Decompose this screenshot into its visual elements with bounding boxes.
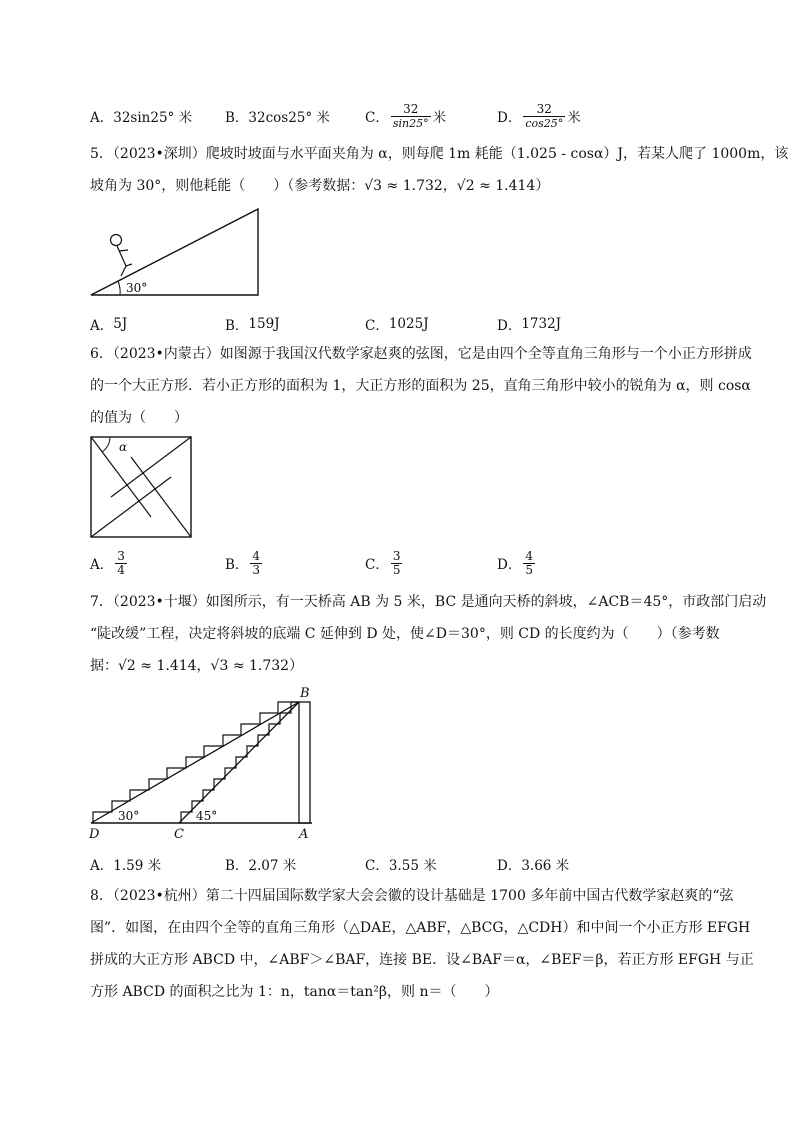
q8-stem-line3: 拼成的大正方形 ABCD 中，∠ABF＞∠BAF，连接 BE．设∠BAF＝α，∠BEF＝β，若正方形 EFGH 与正	[90, 952, 754, 968]
slope-bc	[179, 702, 299, 823]
fraction-denominator: sin25°	[392, 116, 429, 130]
option-text: 2.07 米	[248, 858, 297, 874]
option-text: 3.55 米	[388, 858, 437, 874]
fraction-denominator: 5	[392, 562, 401, 577]
q4-option-c[interactable]	[365, 98, 446, 134]
q7-option-c[interactable]	[365, 846, 437, 882]
option-unit: 米	[432, 110, 447, 126]
q4-option-b[interactable]	[225, 98, 330, 134]
option-unit: 米	[567, 110, 581, 126]
climber-leg-back	[121, 266, 126, 276]
option-text: 1025J	[388, 316, 429, 332]
q5-stem-line2: 坡角为 30°，则他耗能（ ）（参考数据：√3 ≈ 1.732，√2 ≈ 1.414）	[90, 178, 550, 194]
q7-stem-line3: 据：√2 ≈ 1.414，√3 ≈ 1.732）	[90, 658, 304, 674]
fraction	[391, 550, 403, 577]
option-letter: D．	[497, 557, 522, 573]
hypotenuse-line	[131, 457, 191, 537]
climber-body	[117, 246, 126, 266]
q6-option-a[interactable]	[90, 545, 129, 581]
fraction	[523, 103, 565, 130]
option-letter: D．	[497, 858, 522, 874]
fraction-numerator: 32	[403, 101, 419, 116]
slope-bd	[91, 702, 299, 823]
option-letter: A．	[90, 557, 114, 573]
angle-arc	[102, 437, 110, 452]
q6-stem-line1: 6．（2023•内蒙古）如图源于我国汉代数学家赵爽的弦图，它是由四个全等直角三角形与一个小正方形拼成	[90, 346, 752, 362]
q4-options	[90, 98, 730, 134]
fraction-numerator: 3	[392, 548, 401, 563]
fraction-denominator: cos25°	[525, 116, 564, 130]
option-text: 5J	[113, 316, 128, 332]
q8-stem-line4: 方形 ABCD 的面积之比为 1：n，tanα＝tan²β，则 n＝（ ）	[90, 984, 499, 1000]
q6-option-c[interactable]	[365, 545, 404, 581]
angle-c-label: 45°	[196, 809, 218, 823]
label-c: C	[174, 827, 184, 842]
climber-leg-front	[126, 264, 132, 266]
fraction-numerator: 4	[525, 548, 533, 563]
q7-stem-line1: 7．（2023•十堰）如图所示，有一天桥高 AB 为 5 米，BC 是通向天桥的斜坡，∠ACB＝45°，市政部门启动	[90, 594, 767, 610]
q5-stem-line1: 5．（2023•深圳）爬坡时坡面与水平面夹角为 α，则每爬 1m 耗能（1.025 - cosα）J，若某人爬了 1000m，该	[90, 146, 789, 162]
option-text: 32cos25° 米	[248, 110, 330, 126]
q7-options	[90, 846, 730, 882]
fraction	[523, 550, 535, 577]
option-letter: B．	[225, 318, 249, 334]
angle-d-label: 30°	[118, 809, 140, 823]
q8-stem-line2: 图”．如图，在由四个全等的直角三角形（△DAE，△ABF，△BCG，△CDH）和中间一个小正方形 EFGH	[90, 920, 751, 936]
climber-head	[111, 235, 122, 246]
slope-triangle	[91, 209, 258, 295]
option-letter: D．	[497, 110, 522, 126]
q6-stem-line3: 的值为（ ）	[90, 410, 188, 426]
q7-option-a[interactable]	[90, 846, 161, 882]
angle-arc	[118, 281, 120, 295]
option-letter: D．	[497, 318, 522, 334]
q7-option-b[interactable]	[225, 846, 296, 882]
option-text: 3.66 米	[521, 858, 570, 874]
option-letter: B．	[225, 557, 249, 573]
fraction-numerator: 32	[536, 101, 552, 116]
fraction-denominator: 3	[252, 562, 261, 577]
option-letter: C．	[365, 318, 389, 334]
option-letter: A．	[90, 110, 114, 126]
label-d: D	[89, 827, 100, 842]
option-text: 159J	[248, 316, 280, 332]
q4-option-a[interactable]	[90, 98, 192, 134]
option-letter: B．	[225, 858, 249, 874]
fraction-numerator: 3	[117, 548, 125, 563]
fraction	[250, 550, 262, 577]
big-square	[91, 437, 191, 537]
option-letter: C．	[365, 110, 389, 126]
q6-zhao-shuang-figure	[88, 434, 194, 540]
fraction-numerator: 4	[252, 548, 261, 563]
option-letter: A．	[90, 858, 114, 874]
q6-option-b[interactable]	[225, 545, 264, 581]
option-letter: C．	[365, 557, 389, 573]
q7-stair-bridge-figure	[86, 682, 320, 842]
q6-options	[90, 545, 730, 581]
q6-option-d[interactable]	[497, 545, 537, 581]
label-b: B	[300, 686, 310, 701]
q4-option-d[interactable]	[497, 98, 581, 134]
q5-option-b[interactable]	[225, 306, 280, 342]
hypotenuse-line	[91, 477, 171, 537]
option-text: 1.59 米	[113, 858, 162, 874]
q7-option-d[interactable]	[497, 846, 569, 882]
option-text: 32sin25° 米	[113, 110, 193, 126]
option-letter: A．	[90, 318, 114, 334]
fraction	[115, 550, 127, 577]
q6-stem-line2: 的一个大正方形．若小正方形的面积为 1，大正方形的面积为 25，直角三角形中较小的锐角为 α，则 cosα	[90, 378, 751, 394]
fraction-denominator: 4	[117, 562, 125, 577]
bridge-pillar	[299, 702, 310, 823]
option-letter: C．	[365, 858, 389, 874]
q5-option-d[interactable]	[497, 306, 561, 342]
q8-stem-line1: 8．（2023•杭州）第二十四届国际数学家大会会徽的设计基础是 1700 多年前中国古代数学家赵爽的“弦	[90, 888, 734, 904]
label-a: A	[299, 827, 309, 842]
fraction-denominator: 5	[525, 562, 533, 577]
q5-angle-label: 30°	[126, 281, 148, 295]
q5-option-c[interactable]	[365, 306, 429, 342]
fraction	[391, 103, 431, 130]
q6-angle-label: α	[119, 440, 128, 454]
q5-slope-figure	[88, 206, 264, 300]
q7-stem-line2: “陡改缓”工程，决定将斜坡的底端 C 延伸到 D 处，使∠D＝30°，则 CD 的长度约为（ ）（参考数	[90, 626, 720, 642]
q5-options	[90, 306, 730, 342]
option-letter: B．	[225, 110, 249, 126]
q5-option-a[interactable]	[90, 306, 127, 342]
climber-arm	[119, 250, 128, 251]
option-text: 1732J	[521, 316, 562, 332]
